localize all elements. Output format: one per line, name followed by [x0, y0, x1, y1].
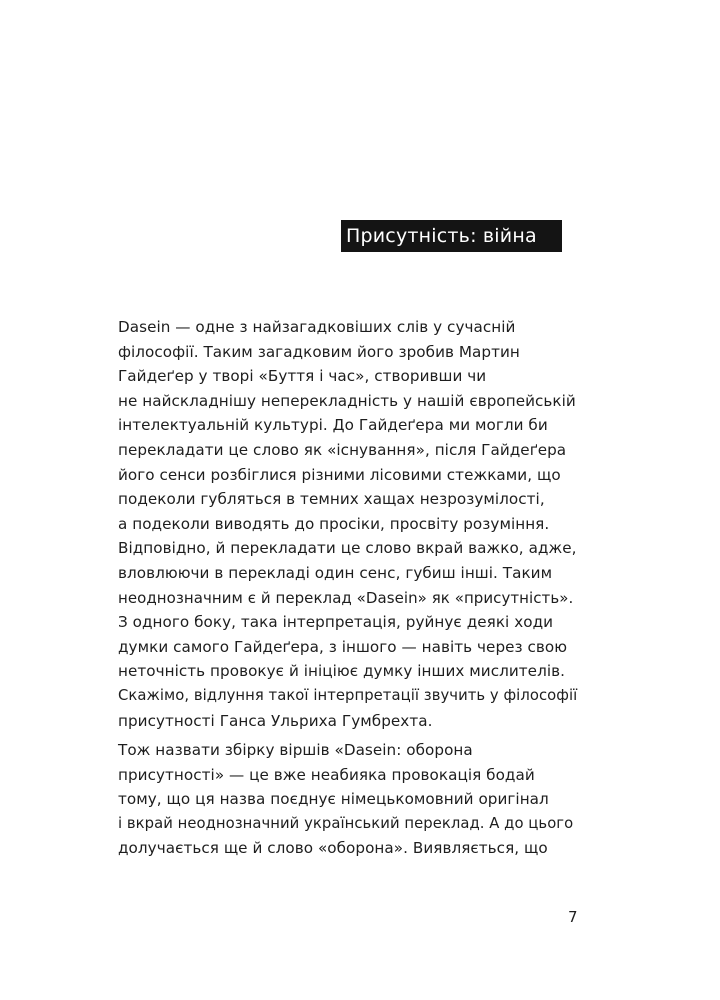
- text-line: тому, що ця назва поєднує німецькомовний оригінал: [118, 790, 549, 809]
- section-title: Присутність: війна: [346, 225, 537, 247]
- text-line: присутності» — це вже неабияка провокація бодай: [118, 765, 535, 784]
- text-line: З одного боку, така інтерпретація, руйнує деякі ходи: [118, 613, 554, 632]
- text-line: долучається ще й слово «оборона». Виявляється, що: [118, 839, 548, 858]
- text-line: філософії. Таким загадковим його зробив Мартин: [118, 342, 520, 361]
- text-line: присутності Ганса Ульриха Гумбрехта.: [118, 711, 433, 730]
- text-line: вловлюючи в перекладі один сенс, губиш інші. Таким: [118, 563, 553, 582]
- text-line: його сенси розбіглися різними лісовими стежками, що: [118, 465, 561, 484]
- page-number: 7: [568, 908, 578, 926]
- text-line: а подеколи виводять до просіки, просвіту розуміння.: [118, 514, 550, 533]
- text-line: Dasein — одне з найзагадковіших слів у сучасній: [118, 318, 516, 336]
- paragraph-2: [118, 738, 578, 861]
- text-line: і вкрай неоднозначний український переклад. А до цього: [118, 814, 574, 832]
- text-line: Тож назвати збірку віршів «Dasein: оборона: [118, 741, 473, 759]
- text-line: Гайдеґер у творі «Буття і час», створивши чи: [118, 367, 487, 386]
- text-line: Відповідно, й перекладати це слово вкрай важко, адже,: [118, 539, 577, 558]
- text-line: не найскладнішу неперекладність у нашій європейській: [118, 391, 576, 410]
- text-line: неточність провокує й ініціює думку інших мислителів.: [118, 662, 565, 681]
- paragraph-1: [118, 315, 578, 733]
- text-line: подеколи губляться в темних хащах незрозумілості,: [118, 490, 545, 509]
- section-title-box: [341, 220, 562, 252]
- text-line: перекладати це слово як «існування», після Гайдеґера: [118, 440, 567, 459]
- text-line: інтелектуальній культурі. До Гайдеґера ми могли би: [118, 416, 548, 435]
- text-line: неоднозначним є й переклад «Dasein» як «присутність».: [118, 588, 574, 607]
- text-line: Скажімо, відлуння такої інтерпретації звучить у філософії: [118, 686, 578, 704]
- text-line: думки самого Гайдеґера, з іншого — навіть через свою: [118, 637, 568, 656]
